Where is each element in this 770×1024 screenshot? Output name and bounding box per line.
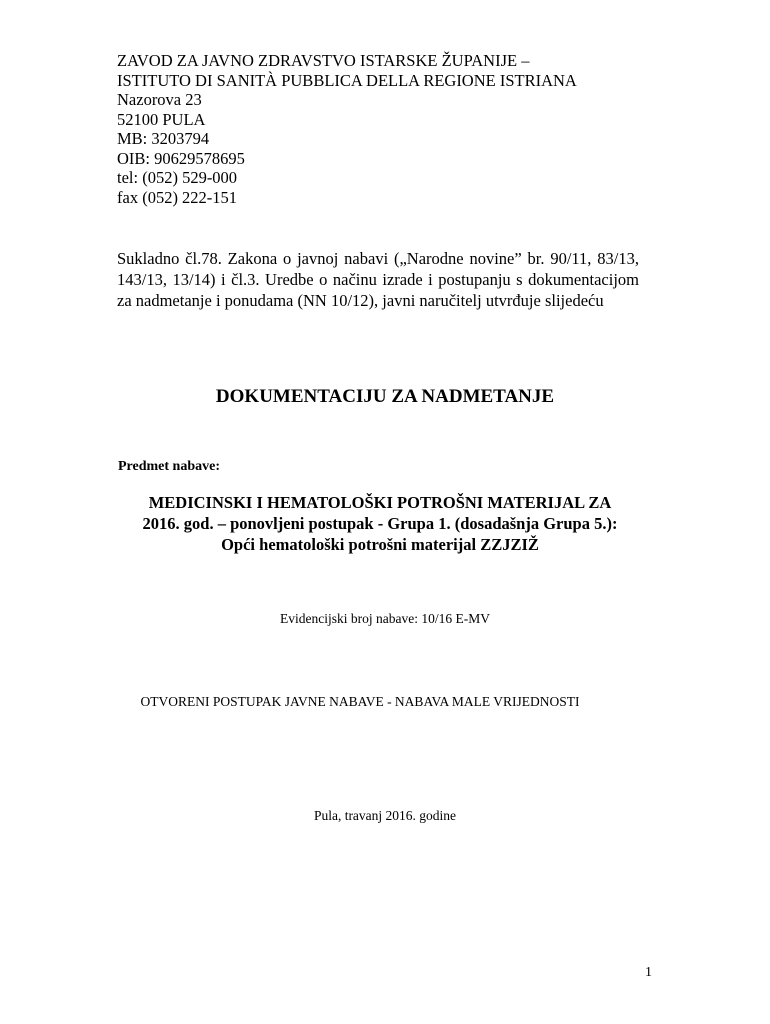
document-title: DOKUMENTACIJU ZA NADMETANJE <box>215 386 555 407</box>
institution-name-hr: ZAVOD ZA JAVNO ZDRAVSTVO ISTARSKE ŽUPANIJE – <box>117 51 530 70</box>
mb-number: MB: 3203794 <box>117 129 210 148</box>
subject-title-line: Opći hematološki potrošni materijal ZZJZIŽ <box>221 535 539 554</box>
subject-title-line: 2016. god. – ponovljeni postupak - Grupa 1. (dosadašnja Grupa 5.): <box>142 514 618 533</box>
subject-label: Predmet nabave: <box>118 459 220 474</box>
procedure-type: OTVORENI POSTUPAK JAVNE NABAVE - NABAVA MALE VRIJEDNOSTI <box>140 694 580 709</box>
place-and-date: Pula, travanj 2016. godine <box>313 808 457 823</box>
intro-paragraph: Sukladno čl.78. Zakona o javnoj nabavi („Narodne novine” br. 90/11, 83/13, 143/13, 13/14) i čl.3. Uredbe o načinu izrade i postupanju s dokumentacijom za nadmetanje i ponudama (NN 10/12), javni naručitelj utvrđuje slijedeću <box>117 249 639 310</box>
subject-title <box>0 492 760 555</box>
page-number: 1 <box>645 965 652 980</box>
address-city: 52100 PULA <box>117 109 206 129</box>
institution-name-it: ISTITUTO DI SANITÀ PUBBLICA DELLA REGIONE ISTRIANA <box>117 70 577 90</box>
address-street: Nazorova 23 <box>117 90 202 109</box>
fax: fax (052) 222-151 <box>117 187 238 207</box>
institution-header <box>117 51 577 207</box>
evidence-number: Evidencijski broj nabave: 10/16 E-MV <box>280 611 490 626</box>
telephone: tel: (052) 529-000 <box>117 168 238 187</box>
oib-number: OIB: 90629578695 <box>117 148 245 168</box>
subject-title-line: MEDICINSKI I HEMATOLOŠKI POTROŠNI MATERIJAL ZA <box>148 493 612 512</box>
